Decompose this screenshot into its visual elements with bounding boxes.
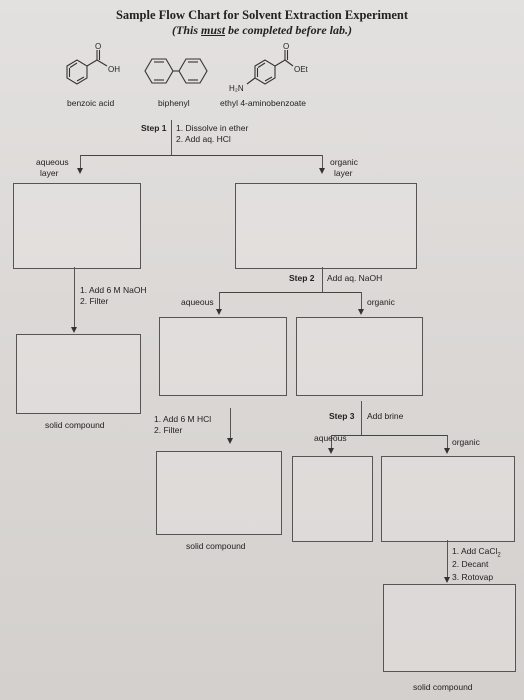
aqueous-layer-label-1: aqueous (36, 157, 69, 167)
step2-organic-label: organic (367, 297, 395, 307)
middle-solid-box[interactable] (156, 451, 282, 535)
organic-layer-label-2: layer (334, 168, 353, 178)
step2-organic-box[interactable] (296, 317, 423, 396)
step3-right-drop (447, 435, 448, 448)
organic-layer-label-1: organic (330, 157, 358, 167)
step3-instruction: Add brine (367, 411, 404, 421)
final-instruction-3: 3. Rotovap (452, 572, 494, 582)
left-branch-stem (74, 267, 75, 327)
step2-aqueous-box[interactable] (159, 317, 287, 396)
compound-name-benzoic-acid: benzoic acid (67, 98, 115, 108)
step1-split-line (80, 155, 323, 156)
final-branch-arrow (444, 577, 450, 583)
step2-left-drop (219, 292, 220, 309)
compound-name-ethyl-aminobenzoate: ethyl 4-aminobenzoate (220, 98, 307, 108)
arrow-to-aqueous (77, 168, 83, 174)
step3-organic-box[interactable] (381, 456, 515, 542)
benzoic-acid-structure (55, 42, 145, 87)
left-solid-label: solid compound (45, 420, 105, 430)
step1-stem (171, 120, 172, 156)
page-subtitle: (This must be completed before lab.) (172, 23, 352, 37)
middle-branch-instruction-2: 2. Filter (154, 425, 183, 435)
step3-label: Step 3 (329, 411, 355, 421)
step2-stem (322, 267, 323, 293)
left-branch-instruction-1: 1. Add 6 M NaOH (80, 285, 147, 295)
step2-aqueous-label: aqueous (181, 297, 214, 307)
step3-arrow-organic (444, 448, 450, 454)
step1-instruction-2: 2. Add aq. HCl (176, 134, 231, 144)
aqueous-layer-box[interactable] (13, 183, 141, 269)
step3-arrow-aqueous (328, 448, 334, 454)
step2-right-drop (361, 292, 362, 309)
ester-carbonyl-o: O (283, 42, 290, 51)
step2-instruction: Add aq. NaOH (327, 273, 383, 283)
step2-arrow-organic (358, 309, 364, 315)
ethyl-aminobenzoate-structure (215, 42, 325, 94)
step2-arrow-aqueous (216, 309, 222, 315)
step3-aqueous-label: aqueous (314, 433, 347, 443)
step2-label: Step 2 (289, 273, 315, 283)
split-left-drop (80, 155, 81, 168)
left-branch-instruction-2: 2. Filter (80, 296, 109, 306)
ester-oet-label: OEt (294, 65, 308, 74)
step3-organic-label: organic (452, 437, 480, 447)
left-solid-box[interactable] (16, 334, 141, 414)
step3-split-line (331, 435, 448, 436)
middle-branch-instruction-1: 1. Add 6 M HCl (154, 414, 212, 424)
middle-solid-label: solid compound (186, 541, 246, 551)
amine-label: H₂N (229, 84, 244, 93)
middle-branch-stem (230, 408, 231, 438)
split-right-drop (322, 155, 323, 168)
final-solid-label: solid compound (413, 682, 473, 692)
benzoic-carbonyl-o: O (95, 42, 102, 51)
aqueous-layer-label-2: layer (40, 168, 59, 178)
step2-split-line (219, 292, 362, 293)
middle-branch-arrow (227, 438, 233, 444)
final-instruction-1: 1. Add CaCl$_2$ (452, 546, 501, 559)
step3-stem (361, 401, 362, 436)
step3-aqueous-box[interactable] (292, 456, 373, 542)
step1-label: Step 1 (141, 123, 167, 133)
compound-name-biphenyl: biphenyl (158, 98, 190, 108)
biphenyl-structure (143, 55, 215, 87)
final-solid-box[interactable] (383, 584, 516, 672)
final-branch-stem (447, 540, 448, 577)
page-title: Sample Flow Chart for Solvent Extraction Experiment (115, 8, 409, 22)
final-instruction-2: 2. Decant (452, 559, 489, 569)
benzoic-oh-label: OH (108, 65, 120, 74)
organic-layer-box[interactable] (235, 183, 417, 269)
step1-instruction-1: 1. Dissolve in ether (176, 123, 249, 133)
left-branch-arrow (71, 327, 77, 333)
arrow-to-organic (319, 168, 325, 174)
